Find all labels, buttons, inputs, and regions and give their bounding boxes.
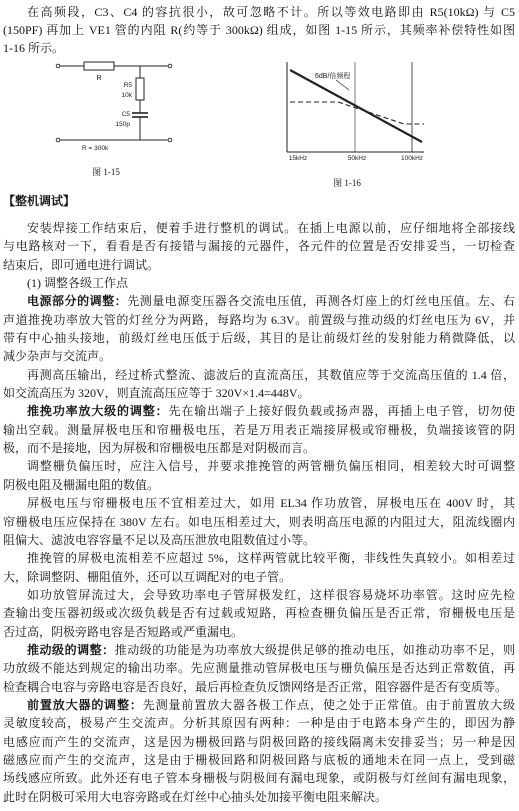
frequency-response-figure-1-16: [278, 58, 428, 166]
text-line: 此时在阴极可采用大电容旁路或在灯丝中心抽头处加接平衡电阻来解决。: [3, 789, 388, 804]
circuit-diagram-figure-1-15: [50, 56, 180, 156]
paragraph-lead: 推动级的调整：: [27, 642, 115, 657]
paragraph: [3, 586, 515, 641]
text-line: 推挽管的屏极电流相差不应超过 5%，这样两管就比较平衡，非线性失真较小。如相差过: [27, 551, 515, 566]
capacitor-c5-value: 150p: [115, 121, 130, 128]
text-line: 阻偏大、滤波电容容量不足以及高压泄放电阻数值过小等。: [3, 532, 316, 547]
text-line: 输出空载。测量屏极电压和帘栅极电压，若是万用表正端接屏极或帘栅极，负端接该管的阴: [3, 422, 515, 437]
text-line: 带有中心抽头接地，前级灯丝电压低于后级，其目的是让前级灯丝的发射能力稍微降低，以: [3, 331, 515, 346]
section-heading: 【整机调试】: [3, 194, 76, 208]
paragraph-lead: 前置放大器的调整：: [27, 697, 143, 712]
text-line-content: 先在输出端子上接好假负载或扬声器，再插上电子管，切勿使: [168, 404, 515, 419]
resistor-r5-value: 10k: [121, 92, 132, 99]
text-line: 安装焊接工作结束后，便着手进行整机的调试。在插上电源以前，应仔细地将全部接线: [27, 221, 515, 235]
paragraph: [3, 696, 515, 806]
paragraph-lead: 电源部分的调整：: [27, 294, 128, 309]
text-line: 灵敏度较高，极易产生交流声。分析其原因有两种：一种是由于电路本身产生的，即因为静: [3, 716, 515, 731]
text-line-content: 先测量电源变压器各交流电压值，再测各灯座上的灯丝电压值。左、右: [127, 294, 515, 309]
text-line: 电感应而产生的交流声，这是因为栅极回路与阴极回路的接线隔离未安排妥当；另一种是因: [3, 734, 515, 749]
text-line: [3, 696, 515, 714]
intro-paragraph: [3, 3, 515, 58]
paragraph: [3, 402, 515, 457]
paragraph: [3, 3, 515, 58]
figure-1-15-caption: 图 1-15: [92, 167, 120, 177]
slope-label: 6dB/倍频程: [315, 73, 351, 80]
text-line: 否过高，阴极旁路电容是否短路或严重漏电。: [3, 624, 244, 639]
paragraph: [3, 641, 515, 696]
text-line: 再测高压输出，经过桥式整流、滤波后的直流高压，其数值应等于交流高压值的 1.4 倍，: [27, 367, 515, 382]
slope-leader-line: [336, 80, 349, 90]
text-line: 与电路核对一下，看看是否有接错与漏接的元器件，各元件的位置是否安排妥当，一切检查: [3, 239, 515, 254]
text-line: 1-16 所示。: [3, 41, 64, 56]
text-line: [3, 641, 515, 659]
text-line: 在高频段，C3、C4 的容抗很小，故可忽略不计。所以等效电路即由 R5(10kΩ) 与 C5: [27, 5, 515, 19]
text-line: 极，而不是接地，因为屏极和帘栅极电压都是对阴极而言。: [3, 441, 316, 456]
text-line-content: 推动级的功能是为功率放大级提供足够的推动电压，如推动功率不足，则: [114, 642, 515, 657]
paragraph: [3, 219, 515, 274]
text-line: 检查耦合电容与旁路电容是否良好，最后再检查负反馈网络是否正常，阻容器件是否有变质等。: [3, 679, 508, 694]
figure-1-16-caption: 图 1-16: [333, 178, 361, 188]
paragraph: [3, 292, 515, 365]
response-curve-solid: [290, 70, 422, 142]
paragraph: [3, 274, 515, 292]
text-line: 如功放管屏流过大，会导致功率电子管屏极发红，这样很容易烧坏功率管。这时应先检: [27, 587, 515, 602]
resistor-r-label: R: [96, 75, 102, 82]
text-line: 减少杂声与交流声。: [3, 349, 112, 364]
text-line: 场线感应所致。此外还有电子管本身栅极与阴极间有漏电现象，或阴极与灯丝间有漏电现象，: [3, 771, 515, 786]
text-line: 结束后，即可通电进行调试。: [3, 257, 160, 272]
resistor-r5: [136, 78, 144, 100]
internal-resistance-label: R = 300k: [82, 145, 109, 152]
text-line: 磁感应而产生的交流声，这是由于栅极回路和阴极回路与底板的通地未在同一点上，受到磁: [3, 752, 515, 767]
terminal-in-top: [56, 64, 60, 68]
paragraph: [3, 549, 515, 586]
text-line: 帘栅极电压应保持在 380V 左右。如电压相差过大，则表明高压电源的内阻过大，阻流线圈内: [3, 514, 515, 529]
terminal-in-bottom: [56, 138, 60, 142]
body-text: [3, 219, 515, 806]
text-line: 功放级不能达到规定的输出功率。先应测量推动管屏极电压与栅负偏压是否达到正常数值，再: [3, 661, 515, 676]
x-tick-label: 15kHz: [288, 155, 308, 162]
resistor-r5-label: R5: [123, 82, 132, 89]
text-line: 阴极电阻及栅漏电阻的数值。: [3, 477, 160, 492]
resistor-r: [84, 62, 114, 70]
text-line: (150PF) 再加上 VE1 管的内阻 R(约等于 300kΩ) 组成，如图 1-15 所示，其频率补偿特性如图: [3, 23, 515, 38]
text-line: 如交流高压为 320V，则直流高压应等于 320V×1.4=448V。: [3, 386, 310, 401]
text-line: 调整栅负偏压时，应注入信号，并要求推挽管的两管栅负偏压相同，相差较大时可调整: [27, 459, 515, 474]
text-line: 声道推挽功率放大管的灯丝分为两路，每路均为 6.3V。前置级与推动级的灯丝电压为 6V，并: [3, 312, 515, 327]
text-line: [3, 292, 515, 310]
text-line: 查输出变压器初级或次级负载是否有过载或短路，再检查栅负偏压是否正常，帘栅极电压是: [3, 606, 515, 621]
paragraph-lead: 推挽功率放大级的调整：: [27, 404, 169, 419]
text-line: [3, 402, 515, 420]
capacitor-c5-label: C5: [121, 111, 130, 118]
paragraph: [3, 457, 515, 494]
paragraph: [3, 366, 515, 403]
x-tick-label: 100kHz: [400, 155, 424, 162]
text-line: (1) 调整各级工作点: [27, 276, 128, 291]
paragraph: [3, 494, 515, 549]
text-line-content: 先测量前置放大器各极工作点，使之处于正常值。由于前置放大级: [142, 697, 515, 712]
x-tick-label: 50kHz: [347, 155, 367, 162]
text-line: 大，除调整阴、栅阻值外，还可以互调配对的电子管。: [3, 569, 292, 584]
terminal-out-top: [168, 64, 172, 68]
text-line: 屏极电压与帘栅极电压不宜相差过大，如用 EL34 作功放管，屏极电压在 400V 时，其: [27, 496, 515, 511]
terminal-out-bottom: [168, 138, 172, 142]
